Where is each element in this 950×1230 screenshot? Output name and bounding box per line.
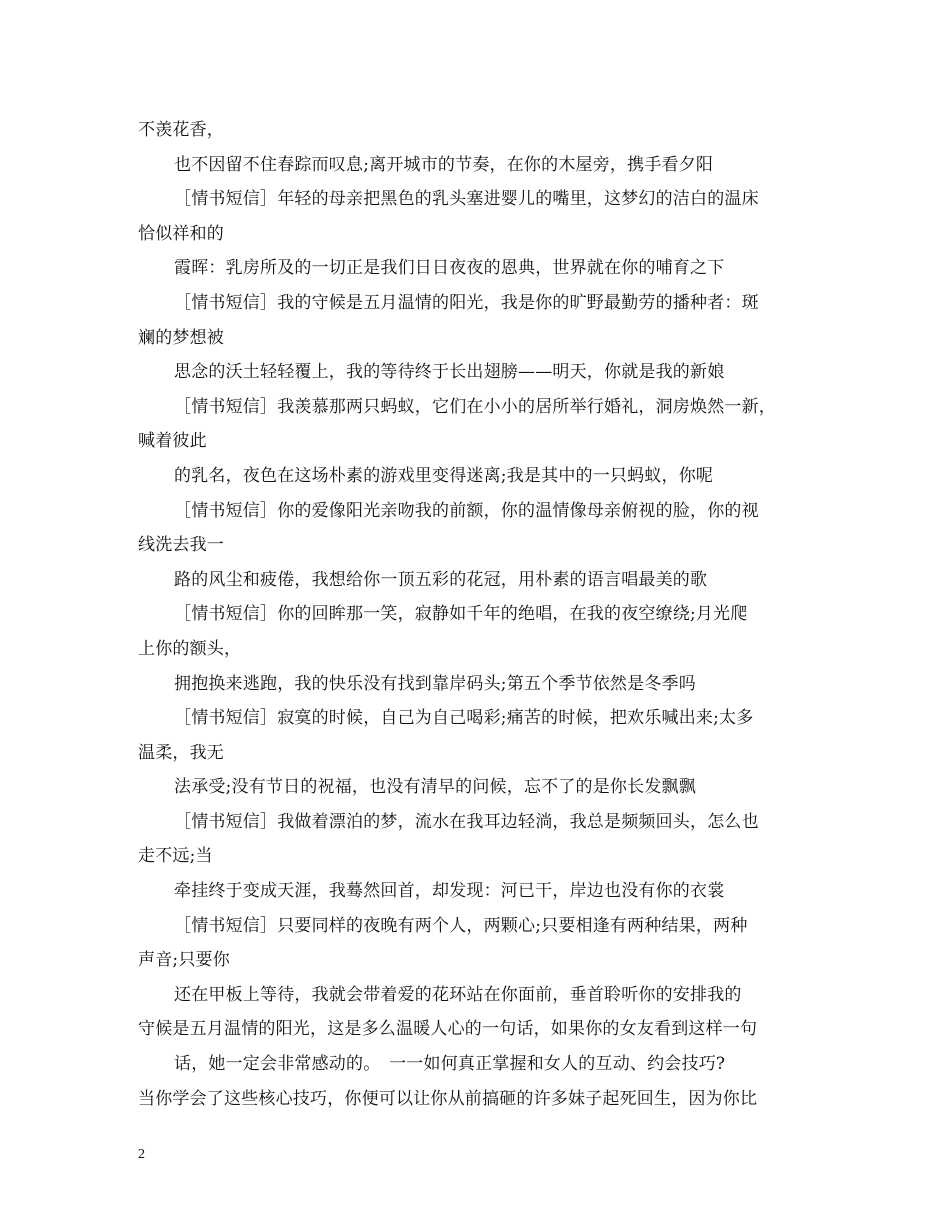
text-line: ［情书短信］寂寞的时候，自己为自己喝彩;痛苦的时候，把欢乐喊出来;太多	[174, 708, 754, 729]
text-line: 温柔，我无	[138, 742, 224, 763]
text-line: ［情书短信］我做着漂泊的梦，流水在我耳边轻淌，我总是频频回头，怎么也	[174, 811, 759, 832]
text-line: 喊着彼此	[138, 431, 207, 452]
text-line: ［情书短信］我羡慕那两只蚂蚁，它们在小小的居所举行婚礼，洞房焕然一新，	[174, 396, 776, 417]
text-line: 守候是五月温情的阳光，这是多么温暖人心的一句话，如果你的女友看到这样一句	[138, 1019, 758, 1040]
text-line: ［情书短信］我的守候是五月温情的阳光，我是你的旷野最勤劳的播种者：斑	[174, 292, 759, 313]
text-line: ［情书短信］只要同样的夜晚有两个人，两颗心;只要相逢有两种结果，两种	[174, 915, 748, 936]
text-line: ［情书短信］你的回眸那一笑，寂静如千年的绝唱，在我的夜空缭绕;月光爬	[174, 604, 748, 625]
text-line: 上你的额头，	[138, 638, 242, 659]
text-line: 线洗去我一	[138, 535, 224, 556]
text-line: 走不远;当	[138, 846, 213, 867]
text-line: 霞晖：乳房所及的一切正是我们日日夜夜的恩典，世界就在你的哺育之下	[174, 258, 725, 279]
text-line: 的乳名，夜色在这场朴素的游戏里变得迷离;我是其中的一只蚂蚁，你呢	[174, 465, 714, 486]
body-text	[138, 113, 818, 1116]
text-line: 声音;只要你	[138, 950, 230, 971]
text-line: ［情书短信］你的爱像阳光亲吻我的前额，你的温情像母亲俯视的脸，你的视	[174, 500, 759, 521]
page-number: 2	[138, 1147, 145, 1162]
text-line: 还在甲板上等待，我就会带着爱的花环站在你面前，垂首聆听你的安排我的	[174, 984, 742, 1005]
text-line: 牵挂终于变成天涯，我蓦然回首，却发现：河已干，岸边也没有你的衣裳	[174, 881, 725, 902]
text-line: 路的风尘和疲倦，我想给你一顶五彩的花冠，用朴素的语言唱最美的歌	[174, 569, 708, 590]
text-line: 当你学会了这些核心技巧，你便可以让你从前搞砸的许多妹子起死回生，因为你比	[138, 1088, 758, 1109]
text-line: 恰似祥和的	[138, 223, 224, 244]
text-line: 话，她一定会非常感动的。 一一如何真正掌握和女人的互动、约会技巧?	[174, 1054, 726, 1075]
text-line: 不羡花香，	[138, 120, 224, 140]
text-line: 法承受;没有节日的祝福，也没有清早的问候，忘不了的是你长发飘飘	[174, 777, 696, 798]
text-line: 也不因留不住春踪而叹息;离开城市的节奏，在你的木屋旁，携手看夕阳	[174, 154, 714, 175]
text-line: 思念的沃土轻轻覆上，我的等待终于长出翅膀——明天，你就是我的新娘	[174, 362, 725, 383]
text-line: 拥抱换来逃跑，我的快乐没有找到靠岸码头;第五个季节依然是冬季吗	[174, 673, 696, 694]
text-line: 斓的梦想被	[138, 327, 224, 348]
text-line: ［情书短信］年轻的母亲把黑色的乳头塞进婴儿的嘴里，这梦幻的洁白的温床	[174, 189, 759, 210]
